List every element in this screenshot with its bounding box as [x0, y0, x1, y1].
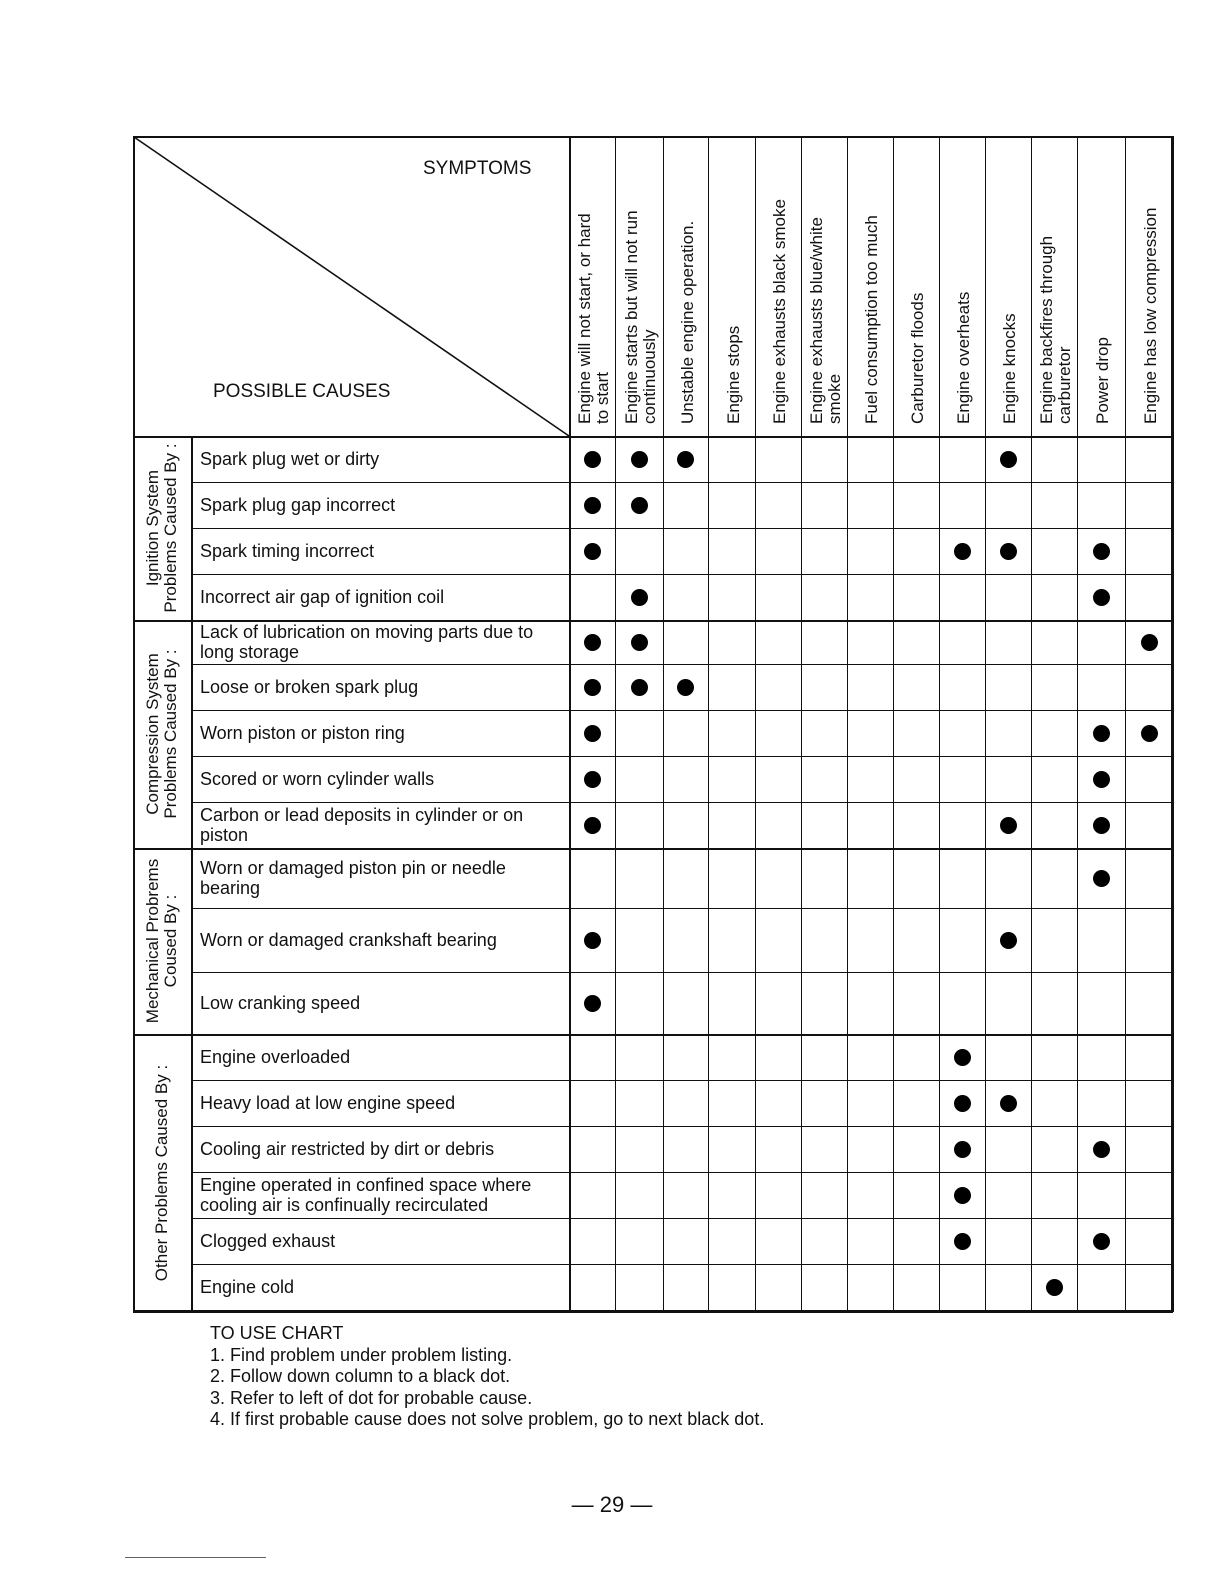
- column-divider: [939, 136, 940, 1312]
- symptoms-heading: SYMPTOMS: [423, 158, 532, 179]
- symptom-text: Power drop: [1093, 337, 1112, 424]
- group-label-line: Problems Caused By :: [161, 443, 180, 613]
- symptom-header: [1142, 208, 1160, 424]
- black-dot: [1000, 543, 1017, 560]
- black-dot: [1141, 725, 1158, 742]
- border-right: [1171, 136, 1174, 1312]
- black-dot: [584, 725, 601, 742]
- cause-label: Engine overloaded: [200, 1047, 351, 1067]
- symptom-text: Engine exhausts black smoke: [770, 199, 789, 424]
- cause-label: Spark plug gap incorrect: [200, 495, 396, 515]
- black-dot: [631, 634, 648, 651]
- instruction-step: 2. Follow down column to a black dot.: [210, 1366, 511, 1386]
- black-dot: [1141, 634, 1158, 651]
- symptom-header: [955, 292, 973, 424]
- border-bottom: [133, 1310, 1173, 1313]
- column-divider: [1077, 136, 1078, 1312]
- cause-label: Clogged exhaust: [200, 1231, 336, 1251]
- column-divider: [708, 136, 709, 1312]
- column-divider: [893, 136, 894, 1312]
- group-label-line: Other Problems Caused By :: [152, 1064, 171, 1282]
- footer-rule: [125, 1557, 266, 1558]
- black-dot: [1093, 870, 1110, 887]
- usage-instructions: [210, 1323, 764, 1431]
- symptom-header: [725, 326, 743, 424]
- cause-label: Incorrect air gap of ignition coil: [200, 587, 445, 607]
- black-dot: [584, 497, 601, 514]
- column-divider: [569, 136, 571, 1312]
- border-top: [133, 136, 1173, 138]
- column-divider: [663, 136, 664, 1312]
- black-dot: [1046, 1279, 1063, 1296]
- symptom-header: [679, 221, 697, 424]
- symptom-text: continuously: [640, 329, 659, 424]
- black-dot: [1000, 451, 1017, 468]
- cause-label: Spark plug wet or dirty: [200, 449, 380, 469]
- black-dot: [584, 451, 601, 468]
- column-divider: [1125, 136, 1126, 1312]
- black-dot: [631, 497, 648, 514]
- symptom-text: Unstable engine operation.: [677, 220, 697, 424]
- symptom-header: [623, 210, 659, 424]
- black-dot: [954, 1141, 971, 1158]
- black-dot: [584, 679, 601, 696]
- cause-group-label: [144, 852, 180, 1030]
- group-label-line: Mechanical Probrems: [143, 858, 162, 1024]
- black-dot: [1093, 543, 1110, 560]
- black-dot: [584, 817, 601, 834]
- black-dot: [954, 1049, 971, 1066]
- black-dot: [1093, 771, 1110, 788]
- symptom-text: Engine will not start, or hard: [575, 213, 594, 424]
- cause-label: Worn piston or piston ring: [200, 723, 405, 743]
- symptom-text: carburetor: [1055, 346, 1074, 424]
- cause-label: Scored or worn cylinder walls: [200, 769, 435, 789]
- black-dot: [677, 679, 694, 696]
- cause-label: Carbon or lead deposits in cylinder or on piston: [200, 805, 524, 845]
- black-dot: [954, 1233, 971, 1250]
- group-label-line: Ignition System: [143, 469, 162, 587]
- symptom-header: [909, 293, 927, 424]
- cause-label: Lack of lubrication on moving parts due to long storage: [200, 622, 534, 662]
- black-dot: [1000, 1095, 1017, 1112]
- black-dot: [1000, 932, 1017, 949]
- black-dot: [584, 932, 601, 949]
- symptom-text: Engine backfires through: [1037, 235, 1056, 424]
- symptom-header: [576, 213, 612, 424]
- black-dot: [584, 634, 601, 651]
- black-dot: [954, 1187, 971, 1204]
- group-divider: [191, 436, 193, 1312]
- black-dot: [631, 589, 648, 606]
- troubleshooting-chart: [133, 136, 1173, 1312]
- cause-label: Loose or broken spark plug: [200, 677, 419, 697]
- symptom-header: [771, 199, 789, 424]
- symptom-header: [1094, 337, 1112, 424]
- symptom-header: [808, 217, 844, 424]
- page-number: — 29 —: [571, 1492, 653, 1517]
- possible-causes-heading: POSSIBLE CAUSES: [213, 381, 391, 402]
- column-divider: [755, 136, 756, 1312]
- black-dot: [1093, 589, 1110, 606]
- black-dot: [677, 451, 694, 468]
- instruction-step: 1. Find problem under problem listing.: [210, 1344, 513, 1365]
- symptom-text: Engine starts but will not run: [622, 210, 641, 424]
- symptom-text: Engine knocks: [1000, 313, 1019, 424]
- group-label-line: Problems Caused By :: [161, 649, 180, 819]
- column-divider: [847, 136, 848, 1312]
- symptom-header: [863, 215, 881, 424]
- symptom-text: to start: [593, 372, 612, 424]
- black-dot: [954, 1095, 971, 1112]
- cause-label: Worn or damaged piston pin or needle bearing: [200, 858, 506, 898]
- black-dot: [1093, 1233, 1110, 1250]
- group-label-line: Coused By :: [161, 894, 180, 988]
- cause-label: Engine operated in confined space where cooling air is confinually recirculated: [200, 1175, 532, 1215]
- column-divider: [985, 136, 986, 1312]
- group-label-line: Compression System: [143, 653, 162, 815]
- black-dot: [1093, 1141, 1110, 1158]
- column-divider: [1031, 136, 1032, 1312]
- symptom-text: Engine overheats: [954, 291, 973, 424]
- symptom-text: Fuel consumption too much: [862, 215, 881, 424]
- symptom-text: Carburetor floods: [908, 292, 927, 424]
- cause-label: Heavy load at low engine speed: [200, 1093, 456, 1113]
- instruction-step: 3. Refer to left of dot for probable cause.: [210, 1387, 533, 1408]
- symptom-text: Engine stops: [723, 325, 743, 424]
- black-dot: [631, 679, 648, 696]
- instructions-title: TO USE CHART: [210, 1323, 344, 1343]
- cause-group-label: [153, 1038, 171, 1308]
- cause-label: Engine cold: [200, 1277, 295, 1297]
- black-dot: [1093, 817, 1110, 834]
- black-dot: [1000, 817, 1017, 834]
- symptom-text: smoke: [825, 373, 844, 424]
- symptom-header: [1001, 313, 1019, 424]
- instruction-step: 4. If first probable cause does not solve problem, go to next black dot.: [210, 1409, 765, 1429]
- black-dot: [1093, 725, 1110, 742]
- border-left: [133, 136, 135, 1312]
- cause-group-label: [144, 440, 180, 616]
- black-dot: [584, 771, 601, 788]
- symptom-text: Engine exhausts blue/white: [807, 217, 826, 424]
- symptom-header: [1038, 236, 1074, 424]
- black-dot: [631, 451, 648, 468]
- cause-label: Cooling air restricted by dirt or debris: [200, 1139, 495, 1159]
- black-dot: [584, 543, 601, 560]
- cause-label: Worn or damaged crankshaft bearing: [200, 930, 497, 950]
- column-divider: [801, 136, 802, 1312]
- black-dot: [584, 995, 601, 1012]
- cause-label: Low cranking speed: [200, 993, 361, 1013]
- cause-label: Spark timing incorrect: [200, 541, 375, 561]
- symptom-text: Engine has low compression: [1141, 207, 1160, 424]
- cause-group-label: [144, 624, 180, 844]
- black-dot: [954, 543, 971, 560]
- column-divider: [615, 136, 616, 1312]
